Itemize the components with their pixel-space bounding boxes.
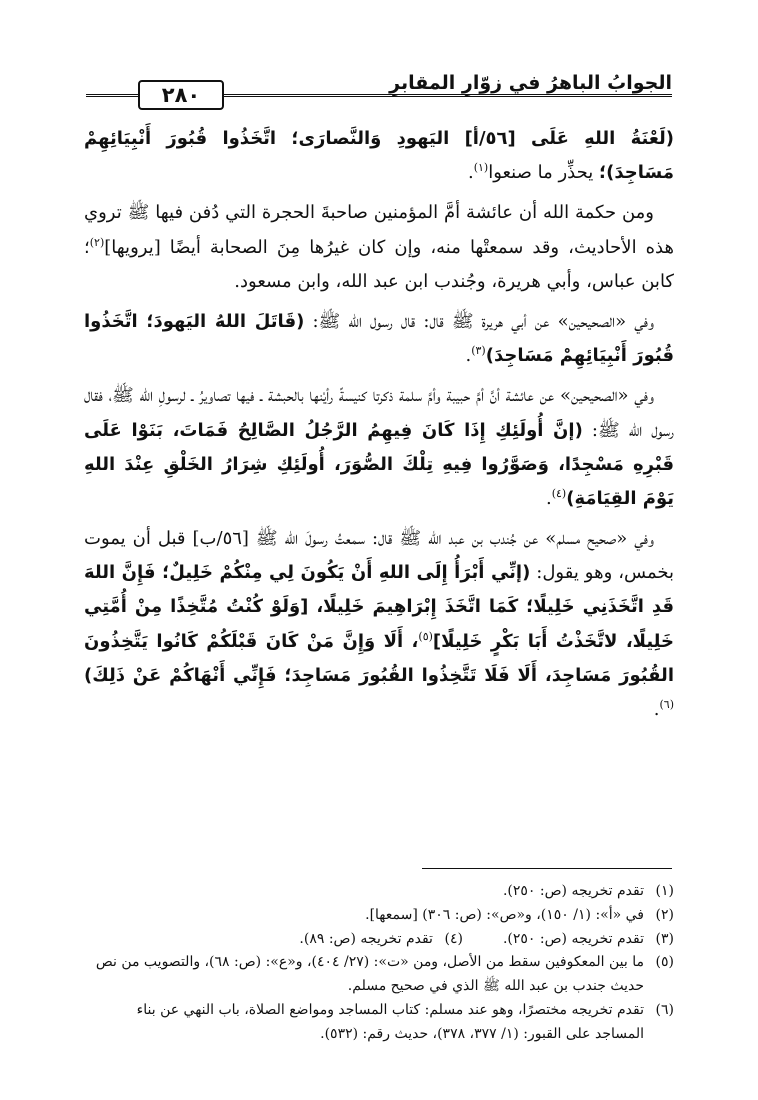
footnote-text: تقدم تخريجه مختصرًا، وهو عند مسلم: كتاب المساجد ومواضع الصلاة، باب النهي عن بناء المساجد على القبور: (١/ ٣٧٧، ٣٧٨)، حديث رقم: (٥٣٢). [136,1001,644,1042]
hadith-quote: (إنَّ أُولَئِكِ إِذَا كَانَ فِيهِمُ الرَّجُلُ الصَّالِحُ فَمَاتَ، بَنَوْا عَلَى قَبْرِهِ مَسْجِدًا، وَصَوَّرُوا فِيهِ تِلْكَ الصُّوَرَ، أُولَئِكِ شِرَارُ الخَلْقِ عِنْدَ اللهِ يَوْمَ القِيَامَةِ) [84,419,674,509]
text-run: ومن حكمة الله أن عائشة أمَّ المؤمنين صاحبةَ الحجرة التي دُفن فيها ﷺ تروي هذه الأحاديث، وقد سمعتْها منه، وإن كان غيرُها مِنَ الصحابة أيضًا [يرويها] [84,202,674,258]
hadith-quote: ، أَلَا وَإِنَّ مَنْ كَانَ قَبْلَكُمْ كَانُوا يَتَّخِذُونَ القُبُورَ مَسَاجِدَ، أَلَا فَلَا تَتَّخِذُوا القُبُورَ مَسَاجِدَ؛ فَإِنِّي أَنْهَاكُمْ عَنْ ذَلِكَ) [84,630,674,686]
text-run: . [653,699,660,720]
text-run: وفي «الصحيحين» عن عائشة أنَّ أمَّ حبيبة وأمَّ سلمة ذكرتا كنيسةً رأيْنها بالحبشة ـ فيها تصاويرُ ـ لرسولِ الله ﷺ، فقال رسول الله ﷺ: [84,385,674,441]
hadith-quote: (إنِّي أَبْرَأُ إِلَى اللهِ أَنْ يَكُونَ لِي مِنْكُمْ خَلِيلٌ؛ فَإِنَّ اللهَ قَدِ اتَّخَذَنِي خَلِيلًا؛ كَمَا اتَّخَذَ إِبْرَاهِيمَ خَلِيلًا، [وَلَوْ كُنْتُ مُتَّخِذًا مِنْ أُمَّتِي خَلِيلًا، لاتَّخَذْتُ أَبَا بَكْرٍ خَلِيلًا] [84,562,674,652]
text-run: وفي «الصحيحين» عن أبي هريرة ﷺ قال: قال رسول الله ﷺ: [312,310,654,332]
footnote-ref: (٦) [659,698,674,711]
footnote [84,880,674,904]
text-run: يحذِّر ما صنعوا [488,162,594,184]
footnote-ref: (٥) [418,629,433,643]
footnote-ref: (١) [473,161,489,175]
text-run: . [465,345,472,367]
footnote-number: (١) [655,883,674,899]
footnote-ref: (٢) [89,235,105,249]
running-header [86,70,672,110]
text-run: وفي «صحيح مسلم» عن جُندب بن عبد الله ﷺ قال: سمعتُ رسولَ الله ﷺ [٥٦/ب] قبل أن يموت بخمس، وهو يقول: [84,528,674,584]
footnote [84,904,674,928]
text-run: . [467,162,474,184]
footnotes [84,880,674,1047]
main-text [84,122,674,733]
footnote-text: تقدم تخريجه (ص: ٨٩). [299,930,433,947]
hadith-quote: (لَعْنَةُ اللهِ عَلَى [٥٦/أ] اليَهودِ وَالنَّصارَى؛ اتَّخَذُوا قُبُورَ أَنْبِيَائِهِمْ مَسَاجِدَ)؛ [84,128,674,184]
footnote-number: (٣) [655,930,674,947]
page-number: ٢٨٠ [138,80,224,110]
footnote-row [84,928,674,952]
footnote-ref: (٤) [551,486,567,500]
footnote [299,928,463,952]
header-title: الجوابُ الباهرُ في زوّارِ المقابرِ [389,72,672,94]
footnote-number: (٢) [655,906,674,923]
paragraph-5 [84,522,674,727]
paragraph-1 [84,122,674,190]
footnote [84,999,674,1047]
footnote-separator [422,868,672,869]
footnote-text: في «أ»: (١/ ١٥٠)، و«ص»: (ص: ٣٠٦) [سمعها]. [365,906,644,923]
footnote-ref: (٣) [471,344,486,358]
footnote-number: (٥) [655,954,674,971]
paragraph-4 [84,379,674,516]
footnote-number: (٦) [655,1001,674,1018]
footnote-number: (٤) [444,930,463,947]
text-run: ؛ كابن عباس، وأبي هريرة، وجُندب ابن عبد الله، وابن مسعود. [84,236,674,292]
footnote-text: ما بين المعكوفين سقط من الأصل، ومن «ت»: (٢٧/ ٤٠٤)، و«ع»: (ص: ٦٨)، والتصويب من نص حديث جندب بن عبد الله ﷺ الذي في صحيح مسلم. [95,954,644,995]
footnote-text: تقدم تخريجه (ص: ٢٥٠). [502,883,644,899]
footnote [84,951,674,999]
footnote-text: تقدم تخريجه (ص: ٢٥٠). [502,930,644,947]
paragraph-2 [84,196,674,299]
hadith-quote: (قَاتَلَ اللهُ اليَهودَ؛ اتَّخَذُوا قُبُورَ أَنْبِيَائِهِمْ مَسَاجِدَ) [84,310,674,367]
footnote [503,928,674,952]
paragraph-3 [84,305,674,373]
text-run: . [545,487,552,509]
